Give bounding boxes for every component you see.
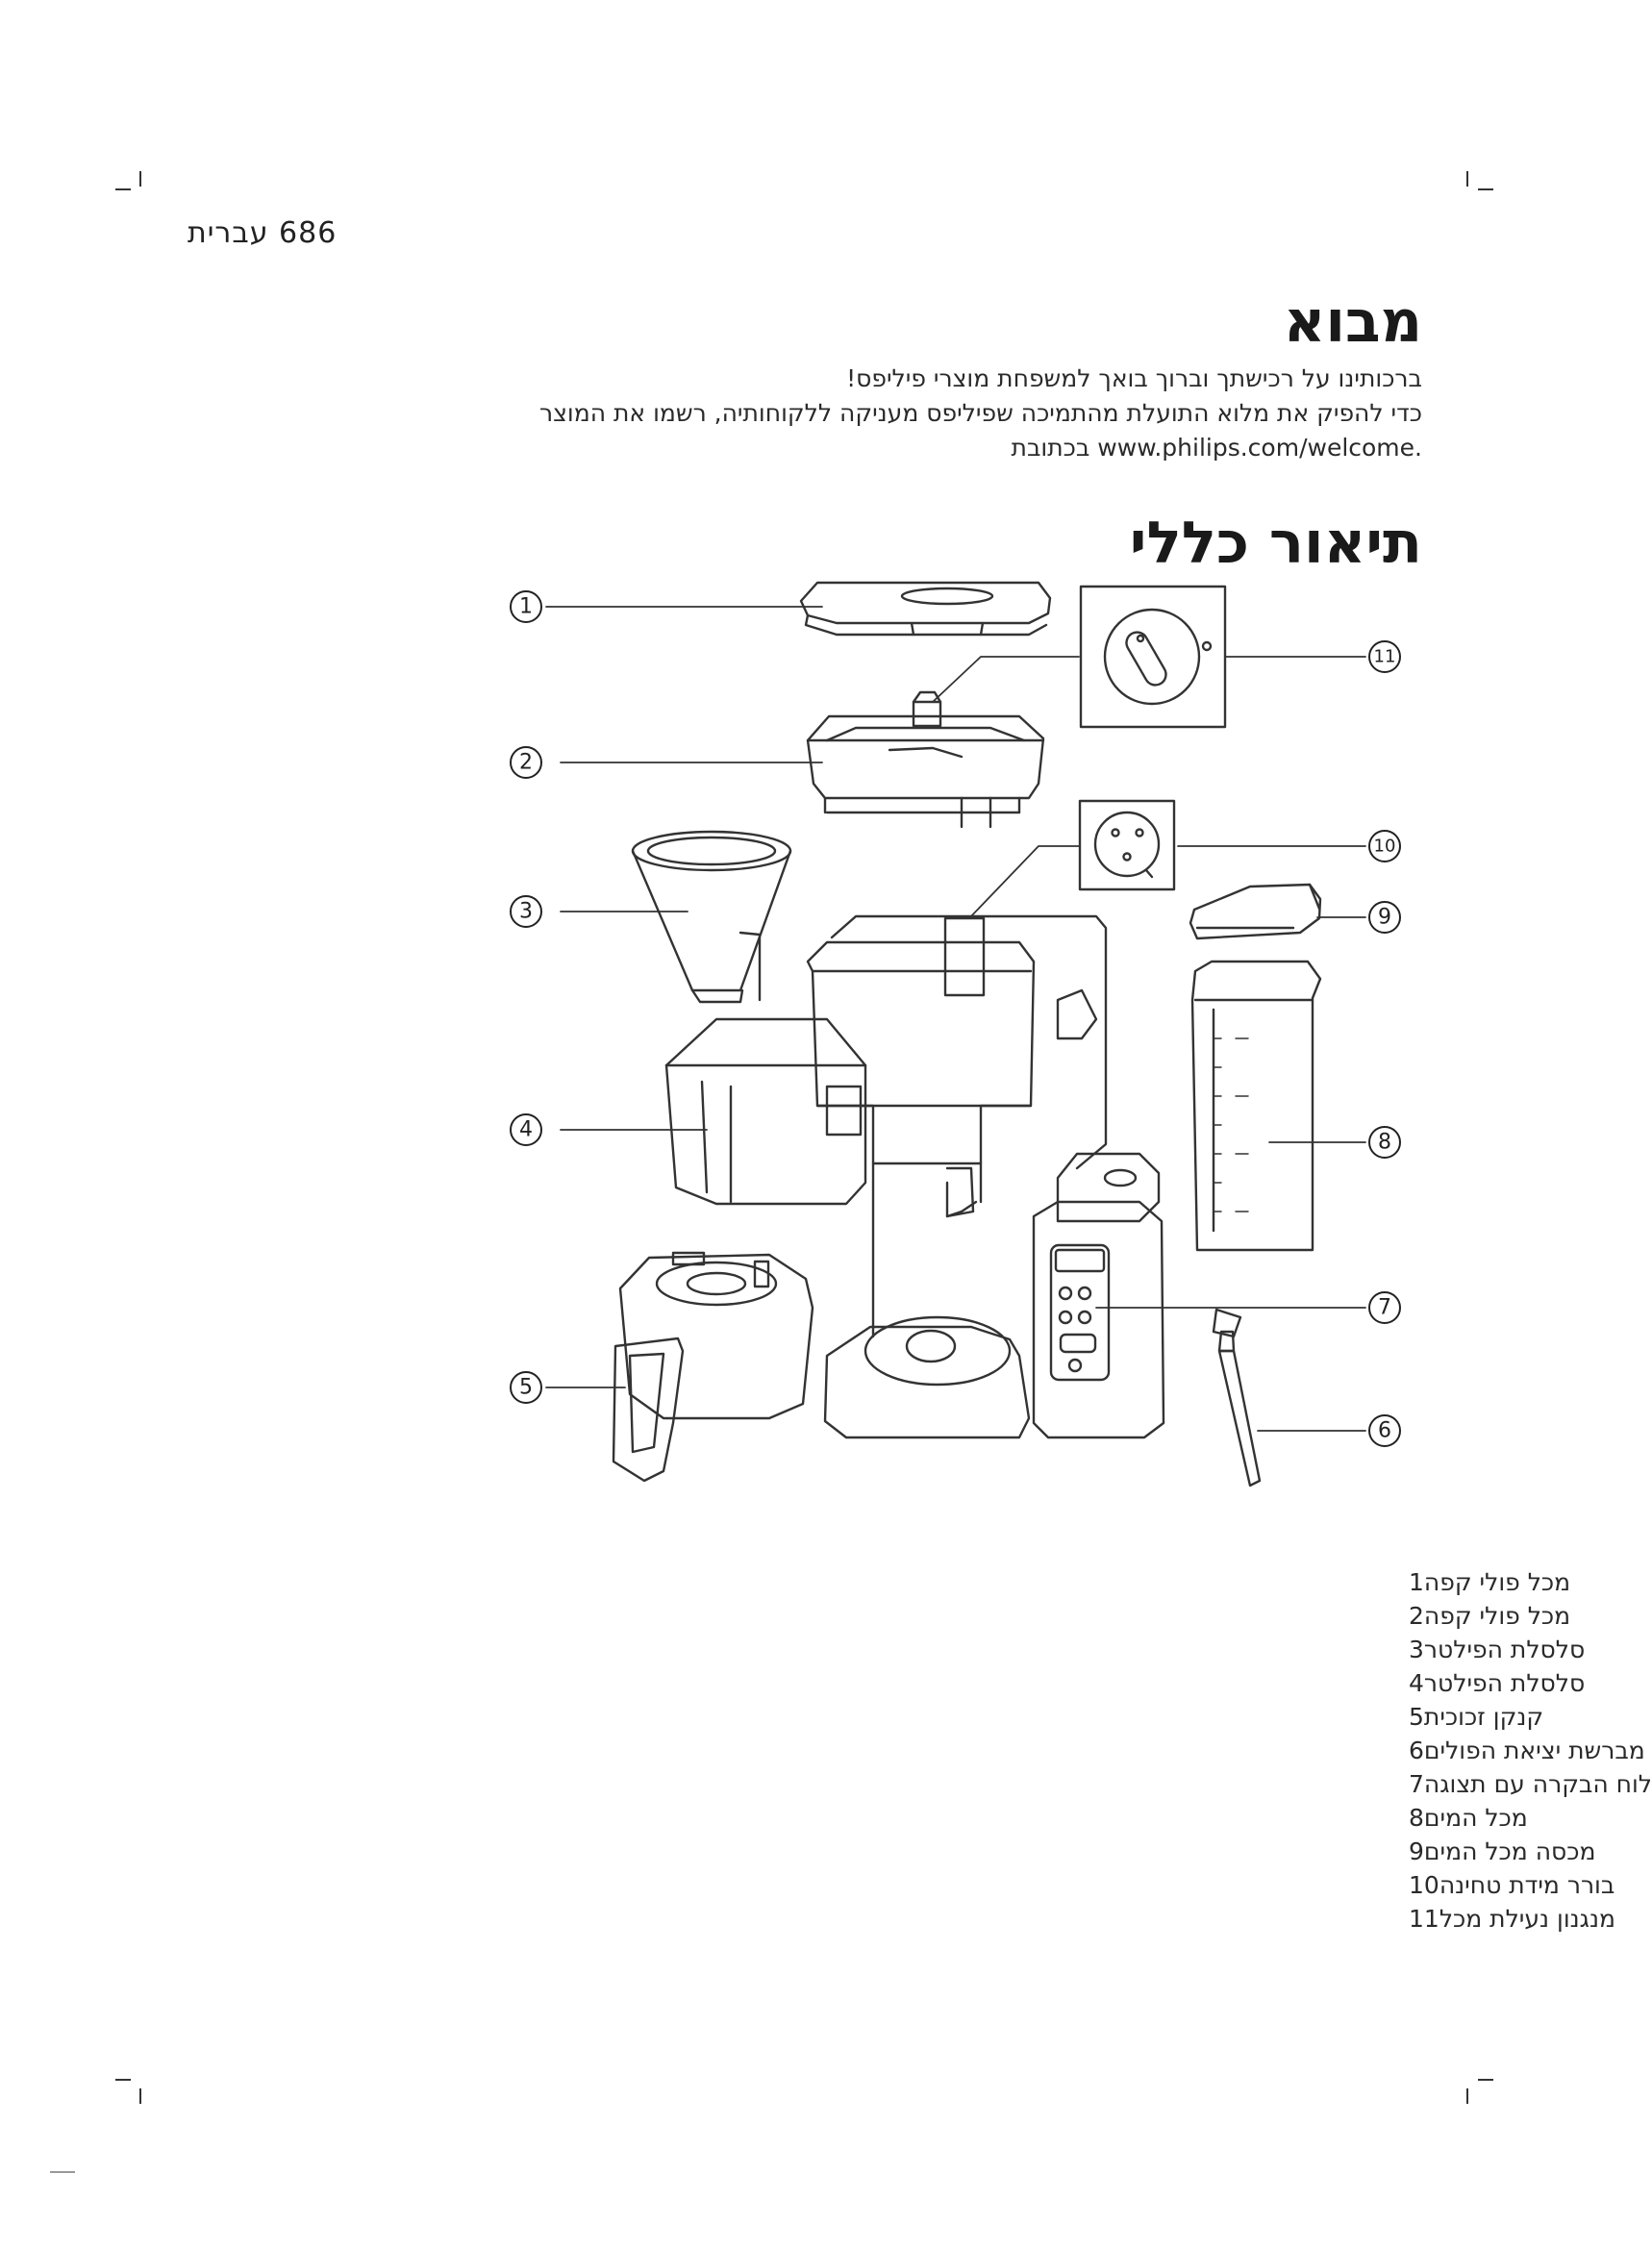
callout-7: 7 xyxy=(1378,1295,1391,1320)
cleaning-brush xyxy=(1214,1310,1260,1486)
callout-5: 5 xyxy=(519,1375,533,1400)
overview-heading: תיאור כללי xyxy=(1129,510,1422,577)
list-item: 8מכל המים xyxy=(1409,1804,1528,1832)
list-item: 6מברשת יציאת הפולים xyxy=(1409,1737,1645,1764)
control-panel-unit xyxy=(1034,1154,1164,1437)
list-item: 4סלסלת הפילטר xyxy=(1409,1669,1586,1697)
leader-lines xyxy=(546,607,1365,1431)
intro-line: .www.philips.com/welcome בכתובת xyxy=(1011,434,1422,462)
callout-9: 9 xyxy=(1378,905,1391,930)
page-number: 686 עברית xyxy=(188,216,338,250)
callout-10: 10 xyxy=(1373,836,1396,857)
callout-2: 2 xyxy=(519,750,533,775)
list-item: 1מכל פולי קפה xyxy=(1409,1568,1571,1596)
filter-holder xyxy=(666,1019,865,1204)
water-tank-lid xyxy=(1190,885,1320,938)
lock-detail-box xyxy=(1081,587,1225,727)
intro-line: כדי להפיק את מלוא התועלת מהתמיכה שפיליפס מעניקה ללקוחותיה, רשמו את המוצר xyxy=(538,399,1422,427)
callout-1: 1 xyxy=(519,594,533,619)
filter-basket-cone xyxy=(633,832,790,1002)
footer-mark xyxy=(50,2171,75,2173)
list-item: 9מכסה מכל המים xyxy=(1409,1837,1596,1865)
thermal-carafe xyxy=(613,1253,813,1481)
list-item: 11מנגנון נעילת מכל xyxy=(1409,1905,1615,1933)
callout-11: 11 xyxy=(1373,646,1396,667)
bean-container-lid xyxy=(801,583,1050,635)
list-item: 10בורר מידת טחינה xyxy=(1409,1871,1615,1899)
callout-3: 3 xyxy=(519,899,533,924)
bean-container xyxy=(808,692,1043,827)
intro-heading: מבוא xyxy=(1283,288,1422,356)
list-item: 2מכל פולי קפה xyxy=(1409,1602,1571,1630)
list-item: 7לוח הבקרה עם תצוגה xyxy=(1409,1770,1652,1798)
water-tank xyxy=(1192,962,1320,1250)
callout-6: 6 xyxy=(1378,1418,1391,1443)
list-item: 5קנקן זכוכית xyxy=(1409,1703,1544,1731)
callout-8: 8 xyxy=(1378,1130,1391,1155)
coffee-machine-body xyxy=(808,916,1106,1437)
list-item: 3סלסלת הפילטר xyxy=(1409,1636,1586,1663)
intro-line: ברכותינו על רכישתך וברוך בואך למשפחת מוצרי פיליפס! xyxy=(846,364,1422,392)
callout-4: 4 xyxy=(519,1117,533,1142)
grind-setting-detail-box xyxy=(1080,801,1174,889)
parts-list xyxy=(1409,1565,1652,1936)
